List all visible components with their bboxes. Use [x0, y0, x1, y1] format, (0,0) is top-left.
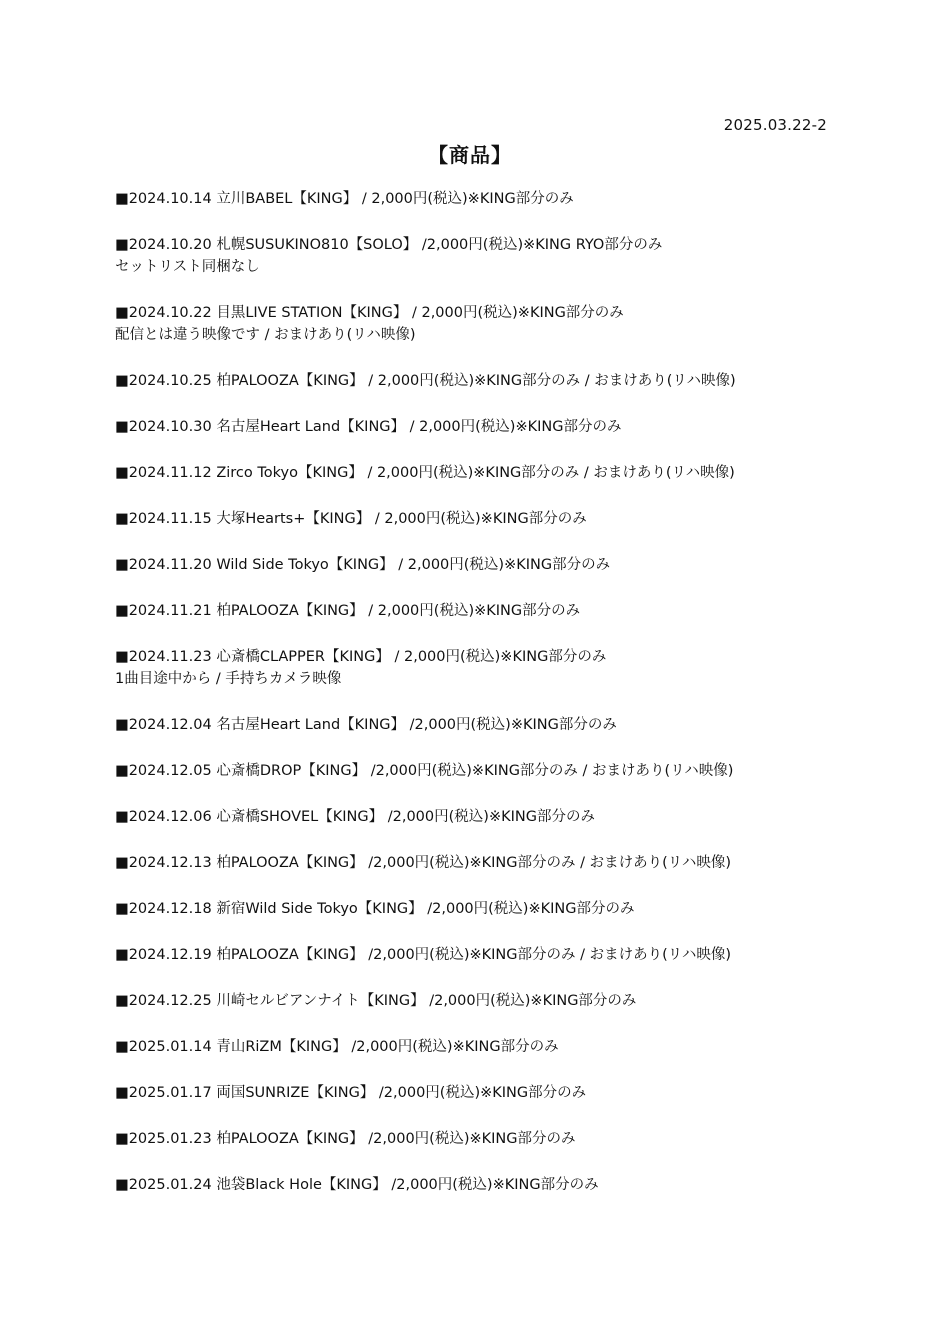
list-item [115, 188, 895, 210]
list-item [115, 760, 895, 782]
item-line: ■2024.10.14 立川BABEL【KING】 / 2,000円(税込)※KING部分のみ [115, 191, 574, 207]
item-line: ■2024.12.13 柏PALOOZA【KING】 /2,000円(税込)※KING部分のみ / おまけあり(リハ映像) [115, 855, 731, 871]
list-item [115, 990, 895, 1012]
list-item [115, 416, 895, 438]
item-line: ■2025.01.17 両国SUNRIZE【KING】 /2,000円(税込)※KING部分のみ [115, 1085, 587, 1101]
list-item [115, 1128, 895, 1150]
list-item [115, 462, 895, 484]
page-title: 【商品】 [428, 143, 512, 167]
item-line: ■2024.11.20 Wild Side Tokyo【KING】 / 2,000円(税込)※KING部分のみ [115, 557, 611, 573]
item-line: ■2024.10.20 札幌SUSUKINO810【SOLO】 /2,000円(税込)※KING RYO部分のみ [115, 237, 663, 253]
item-note: セットリスト同梱なし [115, 259, 260, 275]
list-item [115, 508, 895, 530]
list-item [115, 1036, 895, 1058]
list-item [115, 898, 895, 920]
item-line: ■2024.12.19 柏PALOOZA【KING】 /2,000円(税込)※KING部分のみ / おまけあり(リハ映像) [115, 947, 731, 963]
list-item [115, 944, 895, 966]
item-line: ■2024.10.22 目黒LIVE STATION【KING】 / 2,000円(税込)※KING部分のみ [115, 305, 624, 321]
product-list [115, 188, 895, 1220]
list-item [115, 370, 895, 392]
list-item [115, 234, 895, 278]
item-line: ■2025.01.24 池袋Black Hole【KING】 /2,000円(税込)※KING部分のみ [115, 1177, 599, 1193]
list-item [115, 1082, 895, 1104]
item-line: ■2024.11.21 柏PALOOZA【KING】 / 2,000円(税込)※KING部分のみ [115, 603, 581, 619]
item-line: ■2024.12.06 心斎橋SHOVEL【KING】 /2,000円(税込)※KING部分のみ [115, 809, 595, 825]
list-item [115, 554, 895, 576]
item-line: ■2024.11.12 Zirco Tokyo【KING】 / 2,000円(税込)※KING部分のみ / おまけあり(リハ映像) [115, 465, 735, 481]
item-line: ■2024.10.30 名古屋Heart Land【KING】 / 2,000円(税込)※KING部分のみ [115, 419, 622, 435]
document-id: 2025.03.22-2 [723, 116, 827, 134]
list-item [115, 646, 895, 690]
item-line: ■2025.01.23 柏PALOOZA【KING】 /2,000円(税込)※KING部分のみ [115, 1131, 576, 1147]
item-line: ■2024.11.15 大塚Hearts+【KING】 / 2,000円(税込)※KING部分のみ [115, 511, 587, 527]
list-item [115, 806, 895, 828]
item-line: ■2024.12.18 新宿Wild Side Tokyo【KING】 /2,000円(税込)※KING部分のみ [115, 901, 635, 917]
item-note: 配信とは違う映像です / おまけあり(リハ映像) [115, 327, 416, 343]
item-note: 1曲目途中から / 手持ちカメラ映像 [115, 671, 342, 687]
item-line: ■2024.11.23 心斎橋CLAPPER【KING】 / 2,000円(税込)※KING部分のみ [115, 649, 607, 665]
item-line: ■2024.12.05 心斎橋DROP【KING】 /2,000円(税込)※KING部分のみ / おまけあり(リハ映像) [115, 763, 734, 779]
item-line: ■2024.12.04 名古屋Heart Land【KING】 /2,000円(税込)※KING部分のみ [115, 717, 617, 733]
list-item [115, 600, 895, 622]
list-item [115, 714, 895, 736]
item-line: ■2025.01.14 青山RiZM【KING】 /2,000円(税込)※KING部分のみ [115, 1039, 559, 1055]
list-item [115, 852, 895, 874]
list-item [115, 302, 895, 346]
item-line: ■2024.10.25 柏PALOOZA【KING】 / 2,000円(税込)※KING部分のみ / おまけあり(リハ映像) [115, 373, 736, 389]
list-item [115, 1174, 895, 1196]
item-line: ■2024.12.25 川崎セルビアンナイト【KING】 /2,000円(税込)※KING部分のみ [115, 993, 637, 1009]
